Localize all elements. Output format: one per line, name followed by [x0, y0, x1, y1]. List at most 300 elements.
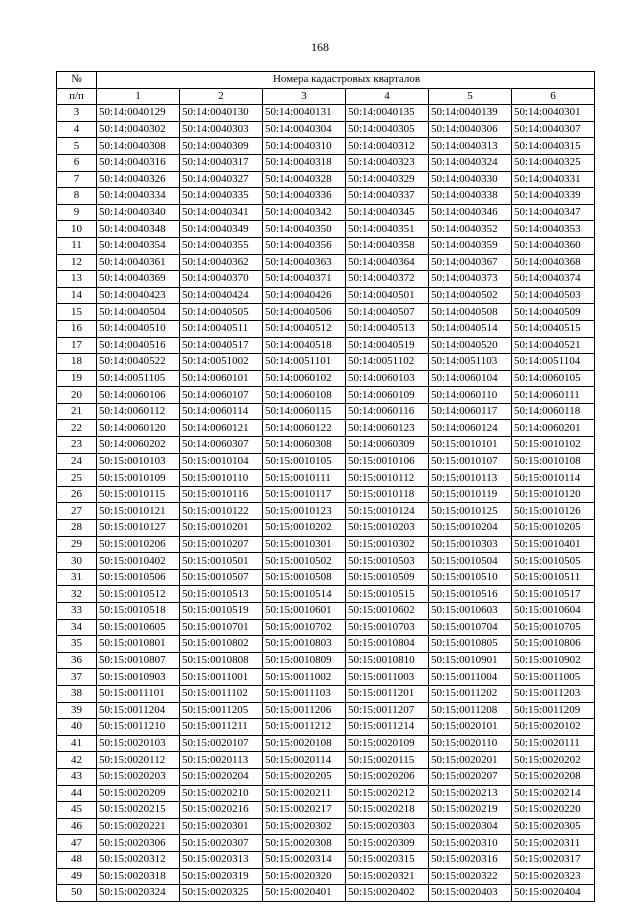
- table-row: [57, 221, 595, 238]
- table-row: [57, 304, 595, 321]
- cadastral-number-cell: 50:14:0040336: [263, 188, 346, 205]
- cadastral-number-cell: 50:15:0020403: [429, 885, 512, 902]
- row-number-cell: 11: [57, 237, 97, 254]
- cadastral-number-cell: 50:14:0040368: [512, 254, 595, 271]
- cadastral-number-cell: 50:14:0040135: [346, 105, 429, 122]
- cadastral-number-cell: 50:14:0040502: [429, 287, 512, 304]
- cadastral-number-cell: 50:14:0040335: [180, 188, 263, 205]
- cadastral-number-cell: 50:15:0010301: [263, 536, 346, 553]
- table-row: [57, 619, 595, 636]
- cadastral-number-cell: 50:15:0010116: [180, 486, 263, 503]
- row-number-cell: 21: [57, 403, 97, 420]
- cadastral-number-cell: 50:14:0040513: [346, 320, 429, 337]
- cadastral-number-cell: 50:14:0040330: [429, 171, 512, 188]
- cadastral-number-cell: 50:14:0040315: [512, 138, 595, 155]
- cadastral-number-cell: 50:14:0040516: [97, 337, 180, 354]
- row-number-cell: 28: [57, 520, 97, 537]
- row-number-cell: 22: [57, 420, 97, 437]
- table-row: [57, 254, 595, 271]
- table-row: [57, 735, 595, 752]
- cadastral-number-cell: 50:15:0010809: [263, 652, 346, 669]
- cadastral-number-cell: 50:15:0010602: [346, 603, 429, 620]
- table-row: [57, 603, 595, 620]
- cadastral-number-cell: 50:15:0011202: [429, 685, 512, 702]
- cadastral-number-cell: 50:15:0010107: [429, 453, 512, 470]
- cadastral-number-cell: 50:15:0020305: [512, 818, 595, 835]
- cadastral-number-cell: 50:15:0010703: [346, 619, 429, 636]
- page-number: 168: [311, 40, 329, 54]
- cadastral-number-cell: 50:15:0011209: [512, 702, 595, 719]
- cadastral-number-cell: 50:14:0040521: [512, 337, 595, 354]
- cadastral-number-cell: 50:15:0010505: [512, 553, 595, 570]
- cadastral-number-cell: 50:14:0060122: [263, 420, 346, 437]
- cadastral-number-cell: 50:15:0020107: [180, 735, 263, 752]
- cadastral-number-cell: 50:15:0020324: [97, 885, 180, 902]
- cadastral-number-cell: 50:14:0040369: [97, 271, 180, 288]
- cadastral-number-cell: 50:14:0040424: [180, 287, 263, 304]
- cadastral-number-cell: 50:15:0010515: [346, 586, 429, 603]
- cadastral-number-cell: 50:15:0010517: [512, 586, 595, 603]
- cadastral-number-cell: 50:14:0040342: [263, 204, 346, 221]
- cadastral-number-cell: 50:14:0051104: [512, 354, 595, 371]
- cadastral-number-cell: 50:15:0010201: [180, 520, 263, 537]
- cadastral-number-cell: 50:14:0051103: [429, 354, 512, 371]
- cadastral-number-cell: 50:15:0010509: [346, 569, 429, 586]
- cadastral-number-cell: 50:14:0040362: [180, 254, 263, 271]
- cadastral-number-cell: 50:14:0060102: [263, 370, 346, 387]
- cadastral-number-cell: 50:14:0040129: [97, 105, 180, 122]
- cadastral-number-cell: 50:15:0020115: [346, 752, 429, 769]
- cadastral-number-cell: 50:15:0010502: [263, 553, 346, 570]
- cadastral-number-cell: 50:14:0040367: [429, 254, 512, 271]
- row-number-cell: 36: [57, 652, 97, 669]
- cadastral-number-cell: 50:15:0010124: [346, 503, 429, 520]
- cadastral-number-cell: 50:14:0040340: [97, 204, 180, 221]
- cadastral-number-cell: 50:14:0040512: [263, 320, 346, 337]
- row-number-cell: 39: [57, 702, 97, 719]
- cadastral-number-cell: 50:14:0060307: [180, 437, 263, 454]
- table-row: [57, 370, 595, 387]
- cadastral-number-cell: 50:14:0040304: [263, 121, 346, 138]
- row-number-cell: 5: [57, 138, 97, 155]
- cadastral-number-cell: 50:14:0040517: [180, 337, 263, 354]
- table-row: [57, 685, 595, 702]
- row-number-cell: 24: [57, 453, 97, 470]
- cadastral-number-cell: 50:15:0020112: [97, 752, 180, 769]
- cadastral-number-cell: 50:15:0020306: [97, 835, 180, 852]
- cadastral-number-cell: 50:15:0010501: [180, 553, 263, 570]
- cadastral-number-cell: 50:15:0010511: [512, 569, 595, 586]
- table-row: [57, 403, 595, 420]
- cadastral-number-cell: 50:14:0040355: [180, 237, 263, 254]
- cadastral-number-cell: 50:15:0010802: [180, 636, 263, 653]
- cadastral-number-cell: 50:14:0060120: [97, 420, 180, 437]
- cadastral-number-cell: 50:15:0010120: [512, 486, 595, 503]
- table-row: [57, 719, 595, 736]
- cadastral-number-cell: 50:15:0010807: [97, 652, 180, 669]
- cadastral-number-cell: 50:15:0010119: [429, 486, 512, 503]
- row-number-cell: 23: [57, 437, 97, 454]
- row-number-cell: 46: [57, 818, 97, 835]
- table-row: [57, 768, 595, 785]
- cadastral-number-cell: 50:15:0010506: [97, 569, 180, 586]
- row-number-cell: 29: [57, 536, 97, 553]
- cadastral-number-cell: 50:15:0010205: [512, 520, 595, 537]
- table-row: [57, 237, 595, 254]
- cadastral-number-cell: 50:15:0020102: [512, 719, 595, 736]
- cadastral-number-cell: 50:14:0040347: [512, 204, 595, 221]
- row-number-header-bottom: п/п: [57, 88, 97, 105]
- cadastral-number-cell: 50:15:0011208: [429, 702, 512, 719]
- cadastral-number-cell: 50:15:0010604: [512, 603, 595, 620]
- table-row: [57, 204, 595, 221]
- table-row: [57, 154, 595, 171]
- cadastral-number-cell: 50:15:0020318: [97, 868, 180, 885]
- cadastral-number-cell: 50:14:0040509: [512, 304, 595, 321]
- table-row: [57, 652, 595, 669]
- row-number-cell: 7: [57, 171, 97, 188]
- cadastral-number-cell: 50:14:0040373: [429, 271, 512, 288]
- cadastral-number-cell: 50:15:0011212: [263, 719, 346, 736]
- cadastral-number-cell: 50:14:0040501: [346, 287, 429, 304]
- cadastral-number-cell: 50:15:0010103: [97, 453, 180, 470]
- cadastral-number-cell: 50:14:0040371: [263, 271, 346, 288]
- cadastral-number-cell: 50:14:0040353: [512, 221, 595, 238]
- cadastral-number-cell: 50:14:0040308: [97, 138, 180, 155]
- cadastral-number-cell: 50:15:0020207: [429, 768, 512, 785]
- row-number-cell: 4: [57, 121, 97, 138]
- cadastral-number-cell: 50:15:0010504: [429, 553, 512, 570]
- cadastral-number-cell: 50:15:0010102: [512, 437, 595, 454]
- row-number-cell: 14: [57, 287, 97, 304]
- cadastral-number-cell: 50:14:0060104: [429, 370, 512, 387]
- cadastral-number-cell: 50:15:0011001: [180, 669, 263, 686]
- cadastral-number-cell: 50:15:0011005: [512, 669, 595, 686]
- column-index-header: 2: [180, 88, 263, 105]
- row-number-cell: 48: [57, 851, 97, 868]
- cadastral-number-cell: 50:15:0020316: [429, 851, 512, 868]
- cadastral-number-cell: 50:15:0020205: [263, 768, 346, 785]
- cadastral-number-cell: 50:15:0020110: [429, 735, 512, 752]
- table-row: [57, 470, 595, 487]
- cadastral-number-cell: 50:15:0010810: [346, 652, 429, 669]
- row-number-cell: 50: [57, 885, 97, 902]
- cadastral-number-cell: 50:14:0040374: [512, 271, 595, 288]
- column-index-header: 3: [263, 88, 346, 105]
- cadastral-number-cell: 50:15:0010805: [429, 636, 512, 653]
- row-number-cell: 26: [57, 486, 97, 503]
- table-row: [57, 337, 595, 354]
- table-row: [57, 636, 595, 653]
- cadastral-number-cell: 50:14:0040506: [263, 304, 346, 321]
- cadastral-number-cell: 50:15:0011103: [263, 685, 346, 702]
- cadastral-number-cell: 50:15:0010705: [512, 619, 595, 636]
- cadastral-number-cell: 50:14:0060123: [346, 420, 429, 437]
- cadastral-number-cell: 50:15:0010113: [429, 470, 512, 487]
- table-row: [57, 752, 595, 769]
- cadastral-number-cell: 50:15:0020109: [346, 735, 429, 752]
- column-index-header: 6: [512, 88, 595, 105]
- cadastral-number-cell: 50:15:0010518: [97, 603, 180, 620]
- cadastral-number-cell: 50:14:0040139: [429, 105, 512, 122]
- cadastral-number-cell: 50:15:0020216: [180, 802, 263, 819]
- cadastral-quarters-table: [56, 71, 595, 902]
- cadastral-number-cell: 50:14:0060110: [429, 387, 512, 404]
- column-index-header: 4: [346, 88, 429, 105]
- cadastral-number-cell: 50:15:0010803: [263, 636, 346, 653]
- row-number-cell: 43: [57, 768, 97, 785]
- cadastral-number-cell: 50:14:0040339: [512, 188, 595, 205]
- cadastral-number-cell: 50:15:0020220: [512, 802, 595, 819]
- cadastral-number-cell: 50:14:0060108: [263, 387, 346, 404]
- cadastral-number-cell: 50:14:0040514: [429, 320, 512, 337]
- cadastral-number-cell: 50:15:0020108: [263, 735, 346, 752]
- cadastral-number-cell: 50:15:0011201: [346, 685, 429, 702]
- cadastral-number-cell: 50:14:0060121: [180, 420, 263, 437]
- table-row: [57, 868, 595, 885]
- cadastral-number-cell: 50:14:0040354: [97, 237, 180, 254]
- cadastral-number-cell: 50:15:0011004: [429, 669, 512, 686]
- cadastral-number-cell: 50:14:0040325: [512, 154, 595, 171]
- cadastral-number-cell: 50:14:0040511: [180, 320, 263, 337]
- table-row: [57, 188, 595, 205]
- row-number-cell: 13: [57, 271, 97, 288]
- cadastral-number-cell: 50:14:0040503: [512, 287, 595, 304]
- row-number-cell: 19: [57, 370, 97, 387]
- cadastral-number-cell: 50:14:0060202: [97, 437, 180, 454]
- row-number-cell: 32: [57, 586, 97, 603]
- cadastral-number-cell: 50:14:0051002: [180, 354, 263, 371]
- header-row-title: [57, 72, 595, 89]
- cadastral-number-cell: 50:15:0010108: [512, 453, 595, 470]
- cadastral-number-cell: 50:15:0020202: [512, 752, 595, 769]
- table-row: [57, 785, 595, 802]
- row-number-cell: 31: [57, 569, 97, 586]
- row-number-cell: 12: [57, 254, 97, 271]
- cadastral-number-cell: 50:14:0040324: [429, 154, 512, 171]
- cadastral-number-cell: 50:15:0020313: [180, 851, 263, 868]
- cadastral-number-cell: 50:14:0040518: [263, 337, 346, 354]
- cadastral-number-cell: 50:14:0060103: [346, 370, 429, 387]
- cadastral-number-cell: 50:14:0040326: [97, 171, 180, 188]
- cadastral-number-cell: 50:14:0040305: [346, 121, 429, 138]
- table-row: [57, 503, 595, 520]
- cadastral-number-cell: 50:15:0010603: [429, 603, 512, 620]
- cadastral-number-cell: 50:15:0020204: [180, 768, 263, 785]
- cadastral-number-cell: 50:15:0010123: [263, 503, 346, 520]
- cadastral-number-cell: 50:14:0040504: [97, 304, 180, 321]
- row-number-cell: 34: [57, 619, 97, 636]
- cadastral-number-cell: 50:15:0010903: [97, 669, 180, 686]
- table-row: [57, 818, 595, 835]
- cadastral-number-cell: 50:15:0020402: [346, 885, 429, 902]
- cadastral-number-cell: 50:15:0020219: [429, 802, 512, 819]
- cadastral-number-cell: 50:15:0010303: [429, 536, 512, 553]
- cadastral-number-cell: 50:14:0040331: [512, 171, 595, 188]
- cadastral-number-cell: 50:15:0010125: [429, 503, 512, 520]
- cadastral-number-cell: 50:14:0060308: [263, 437, 346, 454]
- cadastral-number-cell: 50:15:0011002: [263, 669, 346, 686]
- cadastral-number-cell: 50:15:0010202: [263, 520, 346, 537]
- table-row: [57, 586, 595, 603]
- cadastral-number-cell: 50:14:0060107: [180, 387, 263, 404]
- row-number-cell: 40: [57, 719, 97, 736]
- cadastral-number-cell: 50:15:0011214: [346, 719, 429, 736]
- cadastral-number-cell: 50:14:0060109: [346, 387, 429, 404]
- cadastral-number-cell: 50:14:0040329: [346, 171, 429, 188]
- cadastral-number-cell: 50:14:0040352: [429, 221, 512, 238]
- cadastral-number-cell: 50:15:0011101: [97, 685, 180, 702]
- table-row: [57, 835, 595, 852]
- table-row: [57, 802, 595, 819]
- cadastral-number-cell: 50:14:0040301: [512, 105, 595, 122]
- cadastral-number-cell: 50:15:0010106: [346, 453, 429, 470]
- cadastral-number-cell: 50:15:0010902: [512, 652, 595, 669]
- cadastral-number-cell: 50:14:0040302: [97, 121, 180, 138]
- table-row: [57, 885, 595, 902]
- cadastral-number-cell: 50:15:0020210: [180, 785, 263, 802]
- cadastral-number-cell: 50:14:0040364: [346, 254, 429, 271]
- cadastral-number-cell: 50:14:0051105: [97, 370, 180, 387]
- row-number-cell: 35: [57, 636, 97, 653]
- cadastral-number-cell: 50:15:0010806: [512, 636, 595, 653]
- row-number-cell: 17: [57, 337, 97, 354]
- cadastral-number-cell: 50:15:0010126: [512, 503, 595, 520]
- table-row: [57, 105, 595, 122]
- row-number-cell: 25: [57, 470, 97, 487]
- cadastral-number-cell: 50:14:0040360: [512, 237, 595, 254]
- cadastral-number-cell: 50:14:0040345: [346, 204, 429, 221]
- cadastral-number-cell: 50:15:0020325: [180, 885, 263, 902]
- column-index-header: 1: [97, 88, 180, 105]
- cadastral-number-cell: 50:15:0020301: [180, 818, 263, 835]
- cadastral-number-cell: 50:14:0060201: [512, 420, 595, 437]
- cadastral-number-cell: 50:15:0020322: [429, 868, 512, 885]
- cadastral-number-cell: 50:14:0040328: [263, 171, 346, 188]
- cadastral-number-cell: 50:14:0040323: [346, 154, 429, 171]
- row-number-cell: 45: [57, 802, 97, 819]
- cadastral-number-cell: 50:15:0020215: [97, 802, 180, 819]
- cadastral-number-cell: 50:15:0011102: [180, 685, 263, 702]
- cadastral-number-cell: 50:14:0040351: [346, 221, 429, 238]
- cadastral-number-cell: 50:15:0010111: [263, 470, 346, 487]
- table-row: [57, 569, 595, 586]
- cadastral-number-cell: 50:14:0060118: [512, 403, 595, 420]
- cadastral-number-cell: 50:14:0040318: [263, 154, 346, 171]
- cadastral-number-cell: 50:15:0010508: [263, 569, 346, 586]
- cadastral-number-cell: 50:14:0040370: [180, 271, 263, 288]
- cadastral-number-cell: 50:15:0010601: [263, 603, 346, 620]
- cadastral-number-cell: 50:15:0010203: [346, 520, 429, 537]
- row-number-cell: 41: [57, 735, 97, 752]
- row-number-cell: 6: [57, 154, 97, 171]
- row-number-cell: 27: [57, 503, 97, 520]
- cadastral-number-cell: 50:15:0010804: [346, 636, 429, 653]
- cadastral-number-cell: 50:15:0010402: [97, 553, 180, 570]
- cadastral-number-cell: 50:15:0010110: [180, 470, 263, 487]
- cadastral-number-cell: 50:14:0040334: [97, 188, 180, 205]
- cadastral-number-cell: 50:15:0010121: [97, 503, 180, 520]
- cadastral-number-cell: 50:15:0010704: [429, 619, 512, 636]
- cadastral-number-cell: 50:15:0020211: [263, 785, 346, 802]
- cadastral-number-cell: 50:14:0060105: [512, 370, 595, 387]
- cadastral-number-cell: 50:14:0060101: [180, 370, 263, 387]
- cadastral-number-cell: 50:15:0020218: [346, 802, 429, 819]
- cadastral-number-cell: 50:14:0051101: [263, 354, 346, 371]
- cadastral-number-cell: 50:15:0010101: [429, 437, 512, 454]
- cadastral-number-cell: 50:15:0020317: [512, 851, 595, 868]
- cadastral-number-cell: 50:15:0010114: [512, 470, 595, 487]
- cadastral-number-cell: 50:15:0020113: [180, 752, 263, 769]
- cadastral-number-cell: 50:15:0020307: [180, 835, 263, 852]
- cadastral-number-cell: 50:14:0040349: [180, 221, 263, 238]
- cadastral-number-cell: 50:14:0060111: [512, 387, 595, 404]
- cadastral-number-cell: 50:15:0020101: [429, 719, 512, 736]
- cadastral-number-cell: 50:15:0010808: [180, 652, 263, 669]
- row-number-cell: 18: [57, 354, 97, 371]
- cadastral-number-cell: 50:15:0020401: [263, 885, 346, 902]
- row-number-cell: 10: [57, 221, 97, 238]
- cadastral-number-cell: 50:15:0020311: [512, 835, 595, 852]
- cadastral-number-cell: 50:15:0010901: [429, 652, 512, 669]
- cadastral-number-cell: 50:14:0040423: [97, 287, 180, 304]
- row-number-cell: 9: [57, 204, 97, 221]
- row-number-cell: 44: [57, 785, 97, 802]
- row-number-cell: 16: [57, 320, 97, 337]
- cadastral-number-cell: 50:15:0010115: [97, 486, 180, 503]
- cadastral-number-cell: 50:15:0020315: [346, 851, 429, 868]
- cadastral-number-cell: 50:14:0040131: [263, 105, 346, 122]
- cadastral-number-cell: 50:15:0020323: [512, 868, 595, 885]
- cadastral-number-cell: 50:14:0060309: [346, 437, 429, 454]
- group-title-header: Номера кадастровых кварталов: [97, 72, 595, 89]
- cadastral-number-cell: 50:14:0040507: [346, 304, 429, 321]
- cadastral-number-cell: 50:15:0010105: [263, 453, 346, 470]
- cadastral-number-cell: 50:15:0020217: [263, 802, 346, 819]
- cadastral-number-cell: 50:14:0040510: [97, 320, 180, 337]
- row-number-cell: 3: [57, 105, 97, 122]
- table-row: [57, 387, 595, 404]
- table-row: [57, 271, 595, 288]
- table-row: [57, 420, 595, 437]
- cadastral-number-cell: 50:14:0040309: [180, 138, 263, 155]
- table-row: [57, 453, 595, 470]
- cadastral-number-cell: 50:14:0051102: [346, 354, 429, 371]
- cadastral-number-cell: 50:15:0010513: [180, 586, 263, 603]
- cadastral-number-cell: 50:15:0020213: [429, 785, 512, 802]
- cadastral-number-cell: 50:14:0040350: [263, 221, 346, 238]
- row-number-cell: 37: [57, 669, 97, 686]
- cadastral-number-cell: 50:15:0020206: [346, 768, 429, 785]
- table-body: [57, 105, 595, 902]
- cadastral-number-cell: 50:15:0020319: [180, 868, 263, 885]
- cadastral-number-cell: 50:15:0011205: [180, 702, 263, 719]
- row-number-cell: 20: [57, 387, 97, 404]
- row-number-cell: 8: [57, 188, 97, 205]
- cadastral-number-cell: 50:15:0020308: [263, 835, 346, 852]
- cadastral-number-cell: 50:14:0040522: [97, 354, 180, 371]
- cadastral-number-cell: 50:15:0011003: [346, 669, 429, 686]
- cadastral-number-cell: 50:14:0040361: [97, 254, 180, 271]
- table-row: [57, 851, 595, 868]
- cadastral-number-cell: 50:15:0020312: [97, 851, 180, 868]
- cadastral-number-cell: 50:14:0040515: [512, 320, 595, 337]
- cadastral-number-cell: 50:15:0011203: [512, 685, 595, 702]
- cadastral-number-cell: 50:15:0020309: [346, 835, 429, 852]
- cadastral-number-cell: 50:14:0040519: [346, 337, 429, 354]
- cadastral-number-cell: 50:15:0010117: [263, 486, 346, 503]
- cadastral-number-cell: 50:14:0040312: [346, 138, 429, 155]
